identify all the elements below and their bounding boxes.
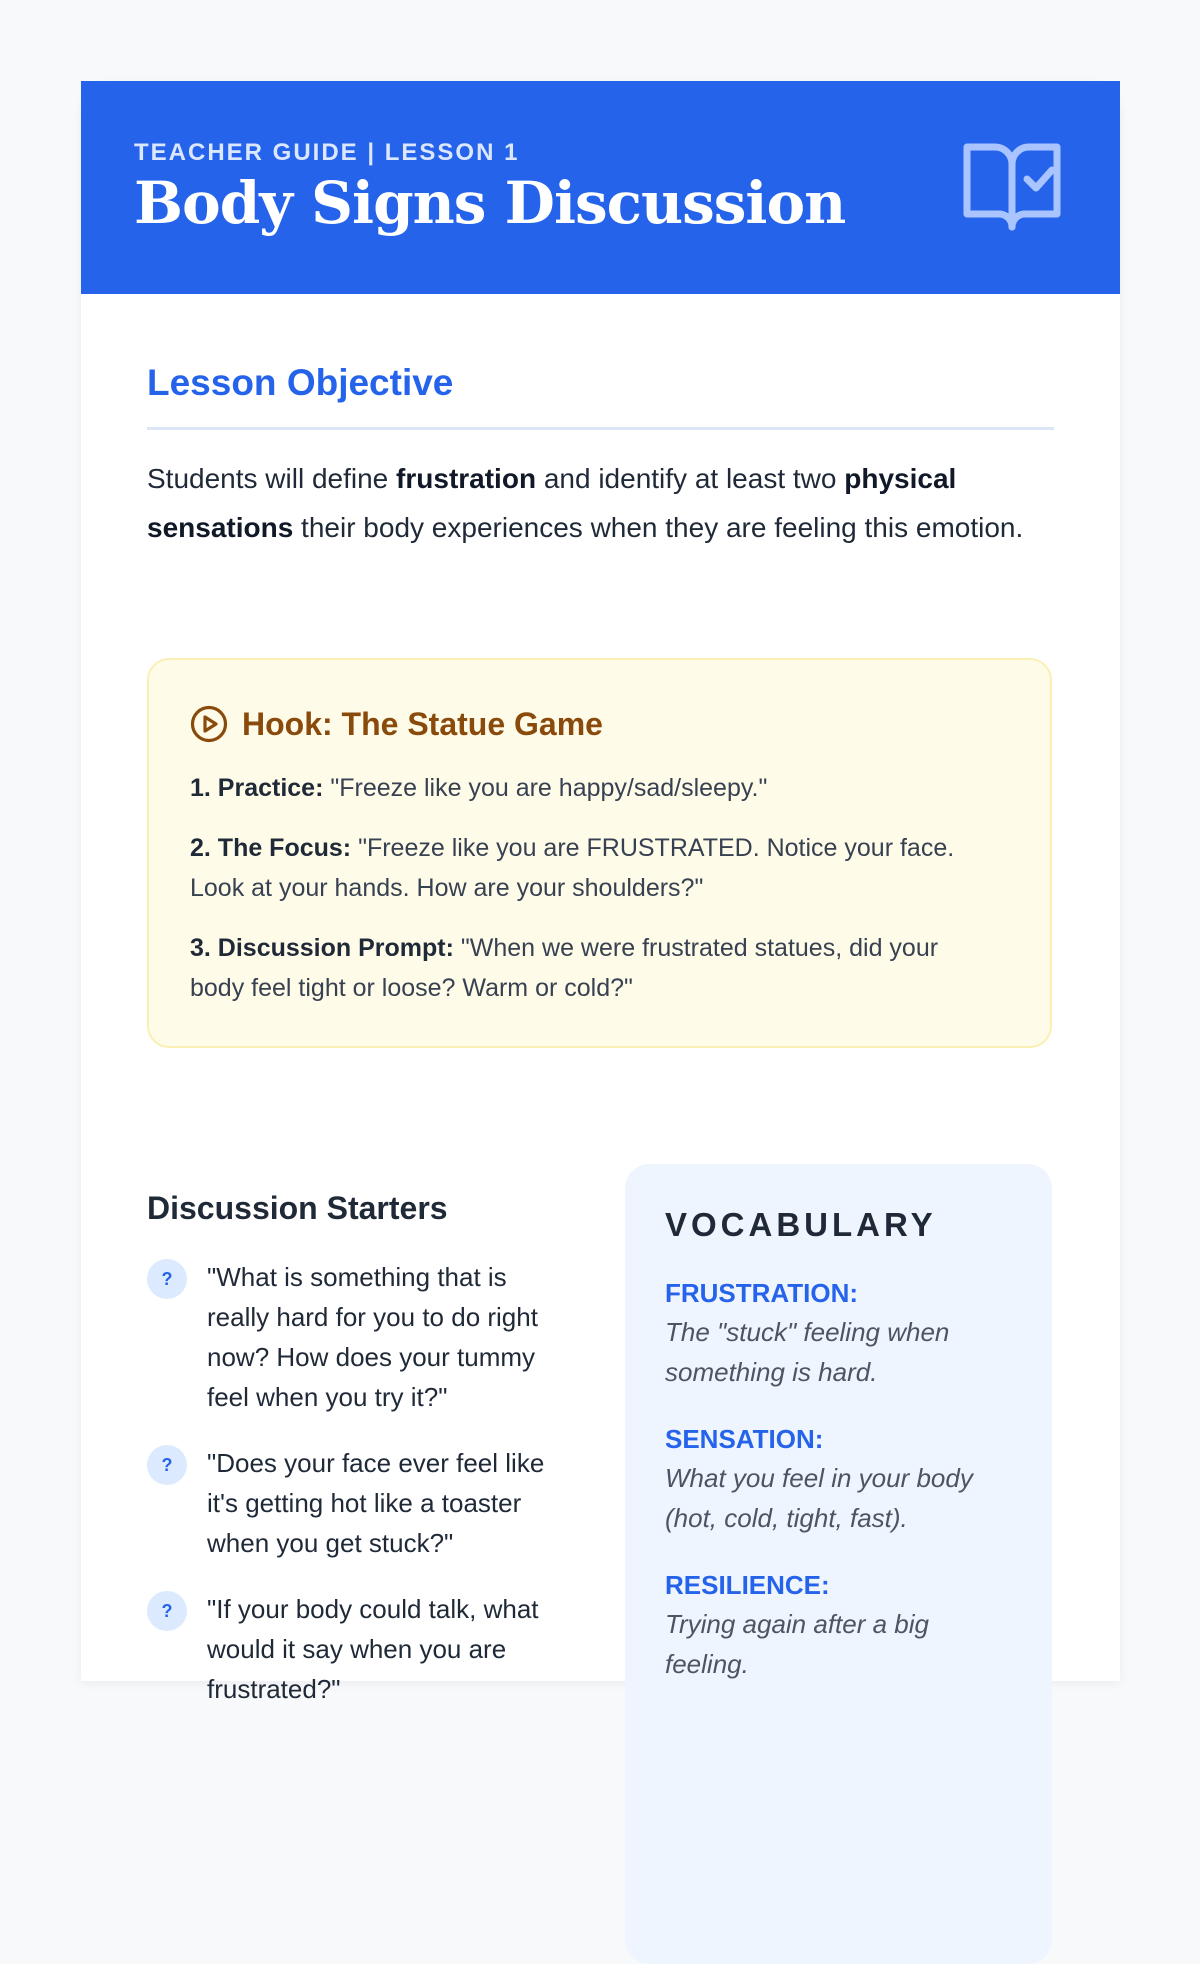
page-title: Body Signs Discussion <box>134 169 846 237</box>
question-mark-icon: ? <box>147 1259 187 1299</box>
section-divider <box>147 427 1054 430</box>
step-text: "Freeze like you are happy/sad/sleepy." <box>323 774 768 802</box>
term-word: SENSATION: <box>665 1424 824 1454</box>
hook-steps <box>190 768 990 1028</box>
step-label: 2. The Focus: <box>190 834 352 862</box>
step-label: 1. Practice: <box>190 774 324 802</box>
question-text: "If your body could talk, what would it say when you are frustrated?" <box>207 1594 539 1704</box>
objective-keyword: frustration <box>396 463 537 494</box>
vocabulary-heading: VOCABULARY <box>665 1206 937 1243</box>
list-item <box>147 1589 567 1709</box>
objective-part: and identify at least two <box>536 463 845 494</box>
question-text: "What is something that is really hard for you to do right now? How does your tummy feel when you try it?" <box>207 1262 538 1412</box>
vocabulary-list <box>665 1274 1005 1712</box>
objective-text <box>147 454 1027 552</box>
list-item <box>147 1443 567 1563</box>
hook-header <box>190 704 603 744</box>
list-item <box>147 1257 567 1417</box>
discussion-list <box>147 1257 567 1735</box>
lesson-card <box>81 81 1120 1704</box>
objective-part: their body experiences when they are feeling this emotion. <box>293 512 1024 543</box>
step-text: "When we were frustrated statues, did your body feel tight or loose? Warm or cold?" <box>190 934 939 1002</box>
discussion-heading: Discussion Starters <box>147 1190 448 1226</box>
term-word: RESILIENCE: <box>665 1570 830 1600</box>
step-text: "Freeze like you are FRUSTRATED. Notice your face. Look at your hands. How are your shoulders?" <box>190 834 955 902</box>
hook-callout <box>147 658 1052 1048</box>
hook-step <box>190 928 990 1008</box>
hook-title: Hook: The Statue Game <box>242 705 603 742</box>
question-text: "Does your face ever feel like it's getting hot like a toaster when you get stuck?" <box>207 1448 545 1558</box>
objective-part: Students will define <box>147 463 397 494</box>
step-label: 3. Discussion Prompt: <box>190 934 454 962</box>
lesson-header <box>81 81 1120 294</box>
question-mark-icon: ? <box>147 1591 187 1631</box>
book-check-icon <box>961 137 1063 233</box>
objective-heading: Lesson Objective <box>147 362 454 403</box>
vocab-term <box>665 1274 1005 1392</box>
vocab-term <box>665 1566 1005 1684</box>
vocabulary-panel <box>625 1164 1052 1964</box>
term-definition: What you feel in your body (hot, cold, tight, fast). <box>665 1463 973 1533</box>
term-word: FRUSTRATION: <box>665 1278 859 1308</box>
objective-keyword: physical sensations <box>147 463 957 543</box>
term-definition: Trying again after a big feeling. <box>665 1609 929 1679</box>
term-definition: The "stuck" feeling when something is hard. <box>665 1317 950 1387</box>
lesson-eyebrow: TEACHER GUIDE | LESSON 1 <box>134 139 520 166</box>
hook-step <box>190 828 990 908</box>
play-circle-icon <box>190 705 228 743</box>
vocab-term <box>665 1420 1005 1538</box>
question-mark-icon: ? <box>147 1445 187 1485</box>
hook-step <box>190 768 990 808</box>
